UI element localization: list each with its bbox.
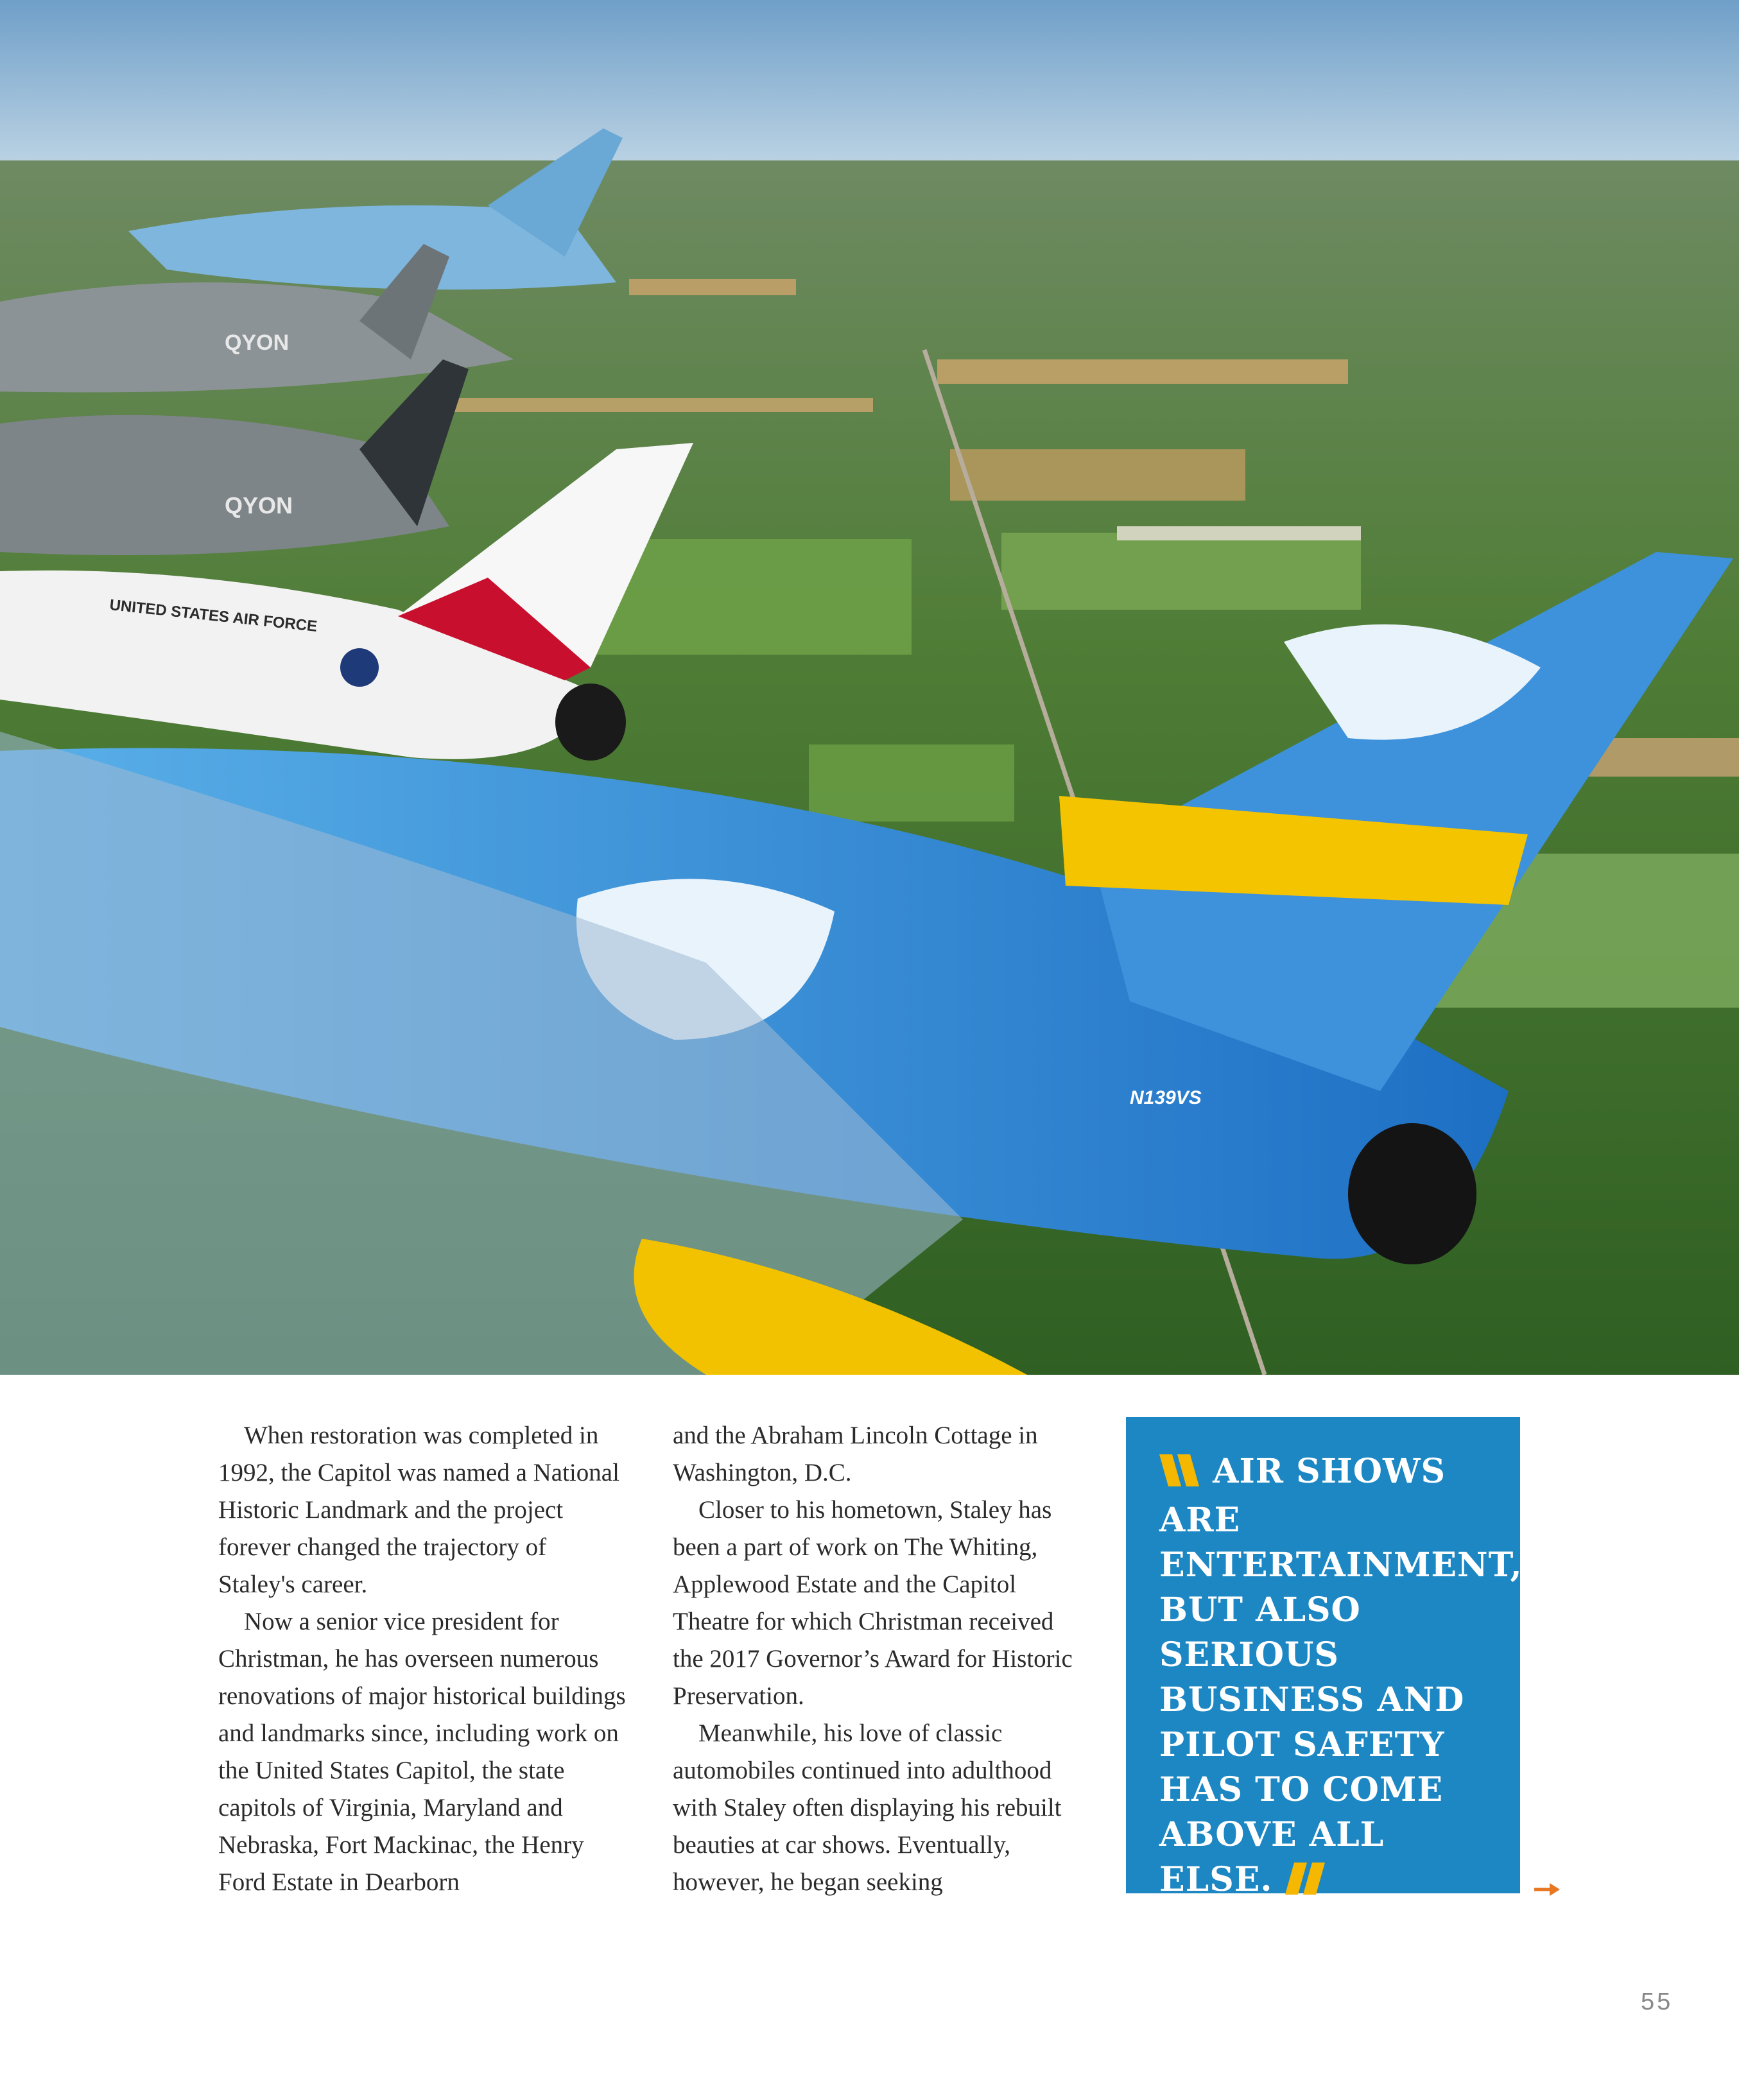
svg-text:QYON: QYON [225, 492, 293, 519]
pull-quote-text: AIR SHOWS ARE ENTERTAINMENT, BUT ALSO SERIOUS BUSINESS AND PILOT SAFETY HAS TO COME ABOVE ALL ELSE. [1159, 1452, 1523, 1899]
article-column-1 [218, 1417, 629, 1901]
paragraph: Now a senior vice president for Christman, he has overseen numerous renovations of major historical buildings and landmarks since, including work on the United States Capitol, the state capitols of Virginia, Maryland and Nebraska, Fort Mackinac, the Henry Ford Estate in Dearborn [218, 1608, 626, 1896]
continue-arrow-icon [1533, 1881, 1561, 1898]
open-quote-icon [1159, 1453, 1200, 1498]
pull-quote [1159, 1449, 1523, 1906]
svg-text:QYON: QYON [225, 331, 290, 355]
article-column-2 [673, 1417, 1084, 1901]
sky [0, 0, 1739, 167]
paragraph: and the Abraham Lincoln Cottage in Washington, D.C. [673, 1422, 1038, 1486]
close-quote-icon [1285, 1861, 1326, 1906]
page-number: 55 [1641, 1988, 1674, 2015]
svg-text:UNITED STATES AIR FORCE: UNITED STATES AIR FORCE [108, 596, 318, 635]
pull-quote-attribution: RON STALEY [1159, 1916, 1345, 1945]
svg-text:N139VS: N139VS [1130, 1087, 1202, 1108]
paragraph: When restoration was completed in 1992, the Capitol was named a National Historic Landmark and the project forever changed the trajectory of Staley's career. [218, 1422, 619, 1598]
paragraph: Meanwhile, his love of classic automobiles continued into adulthood with Staley often displaying his rebuilt beauties at car shows. Eventually, however, he began seeking [673, 1719, 1062, 1896]
pull-quote-box [1126, 1417, 1523, 1945]
paragraph: Closer to his hometown, Staley has been a part of work on The Whiting, Applewood Estate and the Capitol Theatre for which Christman received the 2017 Governor’s Award for Historic Preservation. [673, 1496, 1073, 1710]
